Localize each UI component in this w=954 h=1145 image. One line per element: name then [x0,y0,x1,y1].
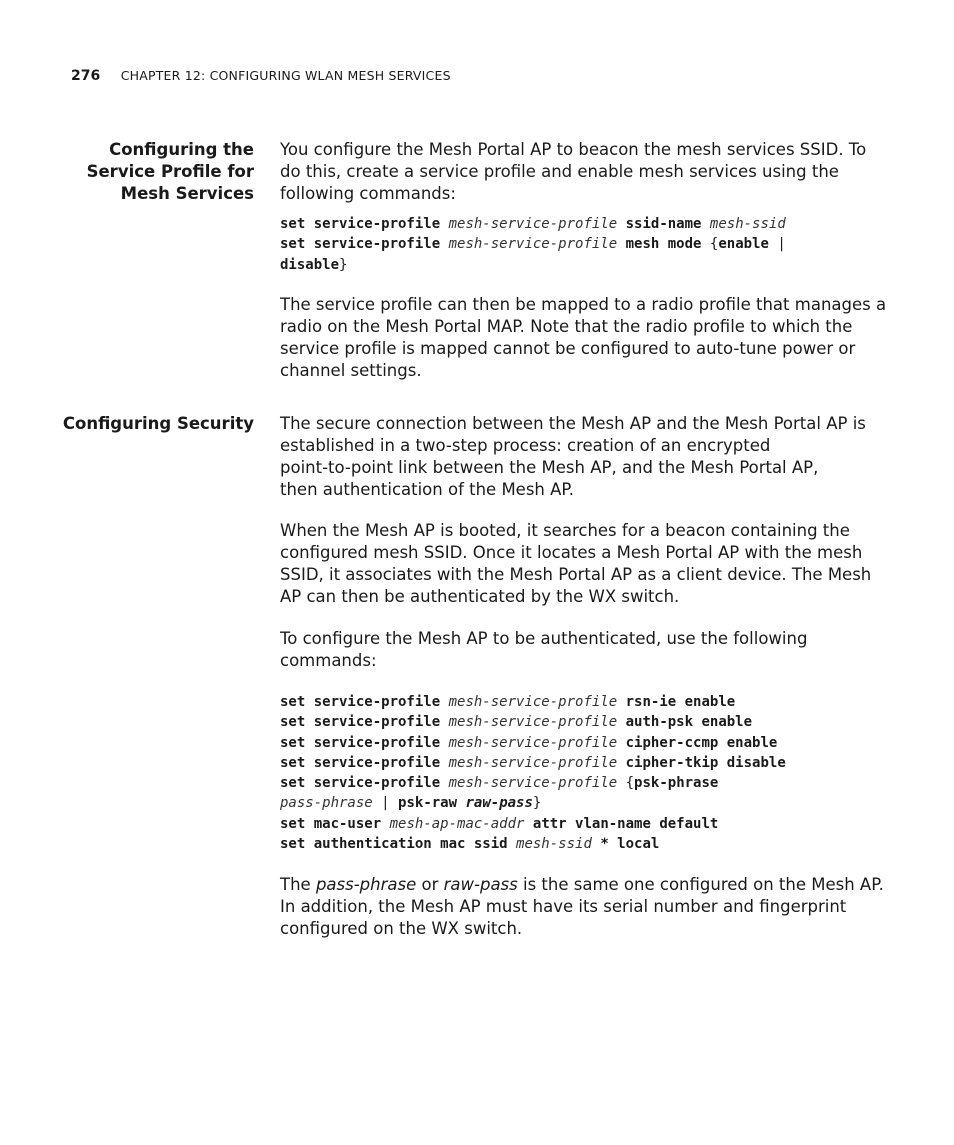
chapter-title: CHAPTER 12: CONFIGURING WLAN MESH SERVICES [120,68,451,83]
paragraph: When the Mesh AP is booted, it searches for a beacon containing the configured mesh SSID. Once it locates a Mesh Portal AP with the mesh SSID, it associates with the Mesh Portal AP as a client device. The Mesh AP can then be authenticated by the WX switch. [280,521,872,606]
page-number: 276 [71,68,101,84]
code-block [280,692,880,854]
paragraph: The secure connection between the Mesh AP and the Mesh Portal AP is established in a two-step process: creation of an encrypted point-to-point link between the Mesh AP, and the Mesh Portal AP, then authentication of the Mesh AP. [280,414,866,499]
code-line: set service-profile mesh-service-profile auth-psk enable [280,714,753,731]
code-line: set service-profile mesh-service-profile {psk-phrase [280,775,719,792]
paragraph: You configure the Mesh Portal AP to beacon the mesh services SSID. To do this, create a service profile and enable mesh services using the following commands: [280,140,867,203]
paragraph: To configure the Mesh AP to be authenticated, use the following commands: [280,629,808,670]
paragraph: The service profile can then be mapped to a radio profile that manages a radio on the Mesh Portal MAP. Note that the radio profile to which the service profile is mapped cannot be configured to auto-tune power or channel settings. [280,295,887,380]
section-heading-security: Configuring Security [62,414,254,433]
code-block [280,214,880,275]
code-line: set service-profile mesh-service-profile cipher-tkip disable [280,754,786,771]
paragraph: The pass-phrase or raw-pass is the same one configured on the Mesh AP. In addition, the Mesh AP must have its serial number and fingerprint configured on the WX switch. [280,875,884,938]
code-line: set service-profile mesh-service-profile ssid-name mesh-ssid [280,216,786,232]
code-line: disable} [280,256,348,273]
code-line: set authentication mac ssid mesh-ssid * local [280,836,660,853]
section-heading-service-profile: Configuring the Service Profile for Mesh Services [86,140,254,203]
code-line: pass-phrase | psk-raw raw-pass} [280,795,542,812]
code-line: set mac-user mesh-ap-mac-addr attr vlan-name default [280,815,719,832]
code-line: set service-profile mesh-service-profile rsn-ie enable [280,694,736,710]
code-line: set service-profile mesh-service-profile cipher-ccmp enable [280,734,778,751]
running-header [71,68,451,84]
code-line: set service-profile mesh-service-profile mesh mode {enable | [280,236,786,253]
